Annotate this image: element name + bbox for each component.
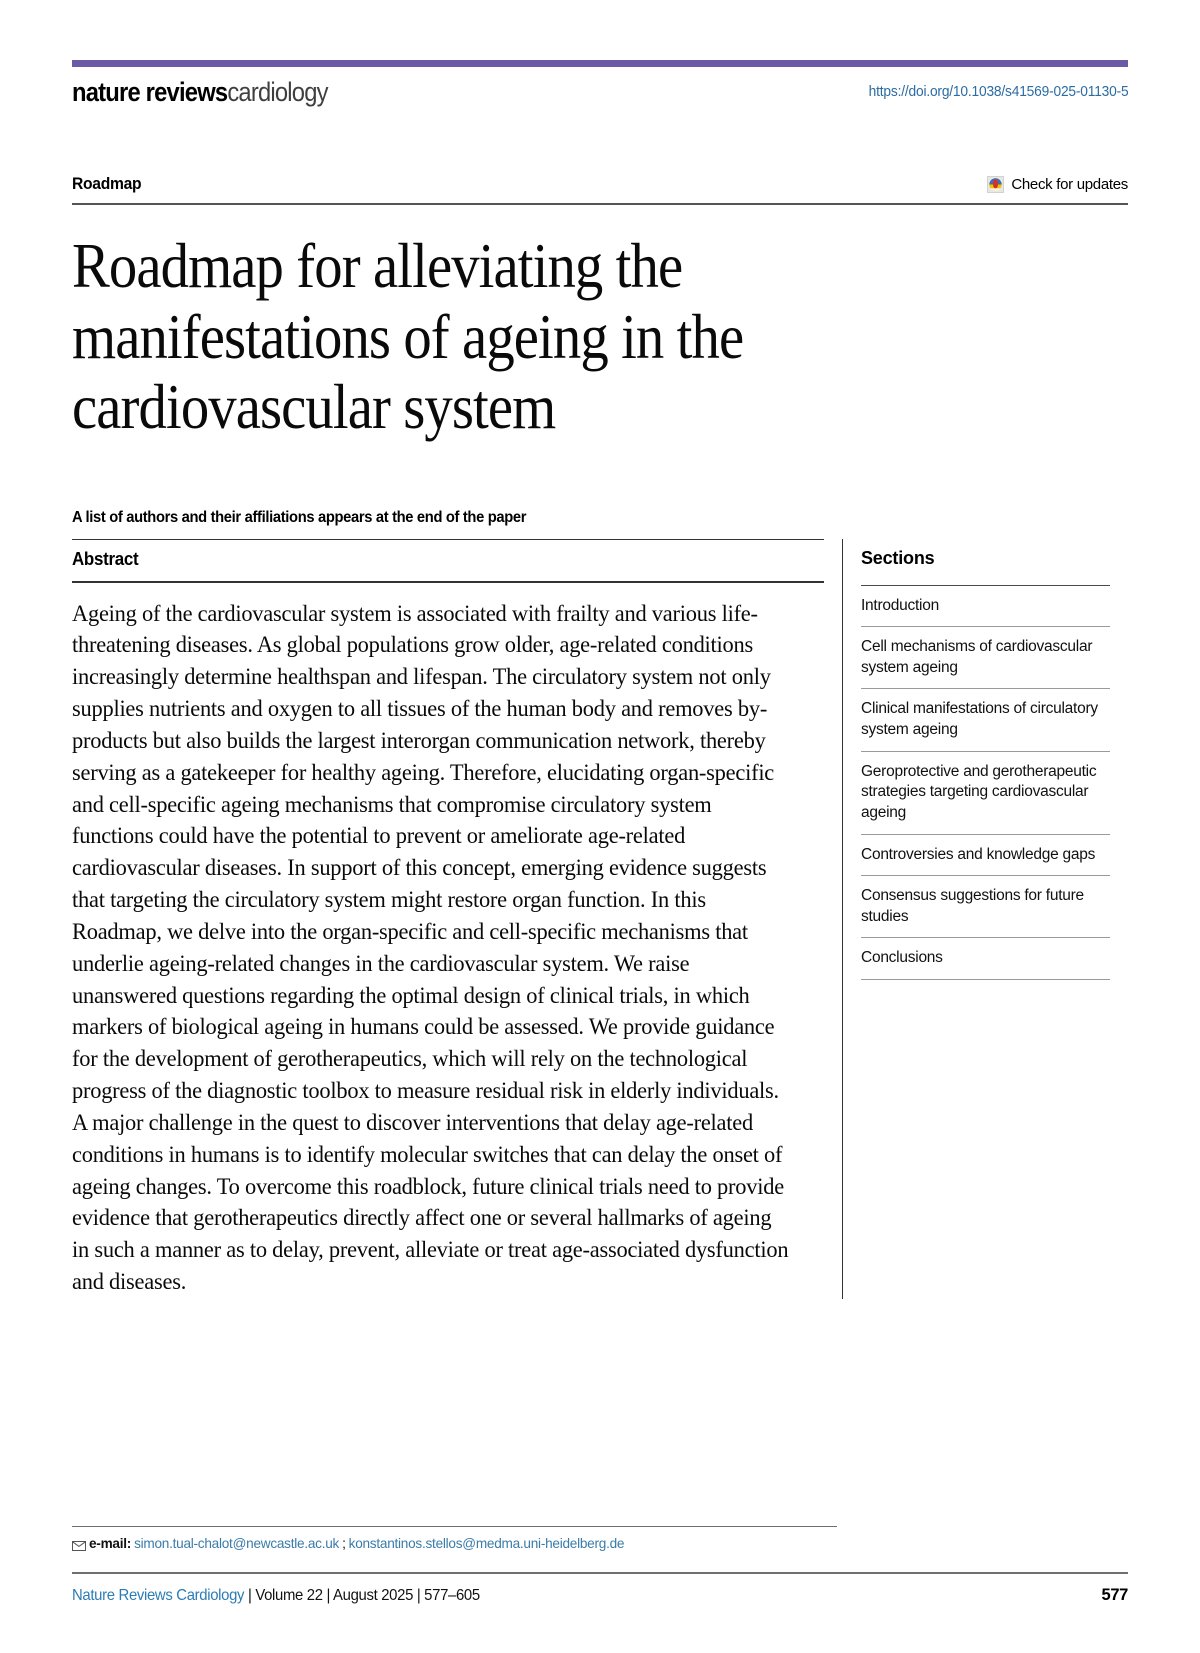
sidebar-item-cell-mechanisms[interactable]: Cell mechanisms of cardiovascular system ageing bbox=[861, 627, 1110, 689]
sections-column bbox=[842, 539, 1110, 1299]
page-title: Roadmap for alleviating the manifestations of ageing in the cardiovascular system bbox=[72, 231, 744, 443]
email-separator: ; bbox=[342, 1536, 346, 1552]
footer-journal-name[interactable]: Nature Reviews Cardiology bbox=[72, 1587, 245, 1604]
email-link-secondary[interactable]: konstantinos.stellos@medma.uni-heidelberg.de bbox=[348, 1536, 625, 1552]
correspondence-line bbox=[72, 1536, 842, 1551]
sidebar-item-geroprotective-strategies[interactable]: Geroprotective and gerotherapeutic strategies targeting cardiovascular ageing bbox=[861, 752, 1110, 835]
check-for-updates-button[interactable] bbox=[987, 176, 1128, 193]
page-footer bbox=[72, 1572, 1128, 1605]
sidebar-item-controversies[interactable]: Controversies and knowledge gaps bbox=[861, 835, 1110, 877]
page-number: 577 bbox=[1101, 1586, 1128, 1604]
crossmark-icon bbox=[987, 176, 1004, 193]
correspondence-label: e-mail: bbox=[89, 1536, 132, 1552]
doi-link[interactable]: https://doi.org/10.1038/s41569-025-01130-5 bbox=[868, 84, 1128, 100]
abstract-column bbox=[72, 539, 842, 1299]
envelope-icon bbox=[72, 1539, 86, 1549]
masthead-accent-rule bbox=[72, 60, 1128, 67]
content-columns bbox=[72, 539, 1128, 1299]
sidebar-item-conclusions[interactable]: Conclusions bbox=[861, 938, 1110, 980]
sidebar-item-introduction[interactable]: Introduction bbox=[861, 586, 1110, 628]
sections-list bbox=[861, 585, 1110, 980]
footer-rule bbox=[72, 1572, 1128, 1574]
article-type-divider bbox=[72, 203, 1128, 205]
sidebar-item-consensus-suggestions[interactable]: Consensus suggestions for future studies bbox=[861, 876, 1110, 938]
article-type-row bbox=[72, 174, 1128, 194]
footer-volume-info: | Volume 22 | August 2025 | 577–605 bbox=[244, 1587, 480, 1604]
footer-row bbox=[72, 1586, 1128, 1605]
abstract-body: Ageing of the cardiovascular system is associated with frailty and various life-threatening diseases. As global populations grow older, age-related conditions increasingly determine healthspan and lifespan. The circulatory system not only supplies nutrients and oxygen to all tissues of the human body and removes by-products but also builds the largest interorgan communication network, thereby serving as a gatekeeper for healthy ageing. Therefore, elucidating organ-specific and cell-specific ageing mechanisms that compromise circulatory system functions could have the potential to prevent or ameliorate age-related cardiovascular diseases. In support of this concept, emerging evidence suggests that targeting the circulatory system might restore organ function. In this Roadmap, we delve into the organ-specific and cell-specific mechanisms that underlie ageing-related changes in the cardiovascular system. We raise unanswered questions regarding the optimal design of clinical trials, in which markers of biological ageing in humans could be assessed. We provide guidance for the development of gerotherapeutics, which will rely on the technological progress of the diagnostic toolbox to measure residual risk in elderly individuals. A major challenge in the quest to discover interventions that delay age-related conditions in humans is to identify molecular switches that can delay the onset of ageing changes. To overcome this roadblock, future clinical trials need to provide evidence that gerotherapeutics directly affect one or several hallmarks of ageing in such a manner as to delay, prevent, alleviate or treat age-associated dysfunction and diseases. bbox=[72, 600, 789, 1296]
email-link-primary[interactable]: simon.tual-chalot@newcastle.ac.uk bbox=[134, 1536, 340, 1552]
article-page bbox=[0, 60, 1200, 1653]
authors-affiliation-note: A list of authors and their affiliations appears at the end of the paper bbox=[72, 508, 527, 526]
journal-logo-light: cardiology bbox=[227, 77, 328, 107]
sections-heading: Sections bbox=[861, 547, 935, 568]
masthead bbox=[72, 79, 1128, 106]
correspondence-rule bbox=[72, 1526, 837, 1527]
check-for-updates-label: Check for updates bbox=[1011, 175, 1128, 193]
abstract-heading: Abstract bbox=[72, 549, 139, 570]
sidebar-item-clinical-manifestations[interactable]: Clinical manifestations of circulatory system ageing bbox=[861, 689, 1110, 751]
article-type-label: Roadmap bbox=[72, 174, 142, 193]
journal-logo bbox=[72, 79, 328, 106]
abstract-heading-rule bbox=[72, 581, 824, 583]
journal-logo-bold: nature reviews bbox=[72, 77, 228, 107]
footer-citation bbox=[72, 1587, 480, 1605]
correspondence-block bbox=[72, 1526, 842, 1551]
